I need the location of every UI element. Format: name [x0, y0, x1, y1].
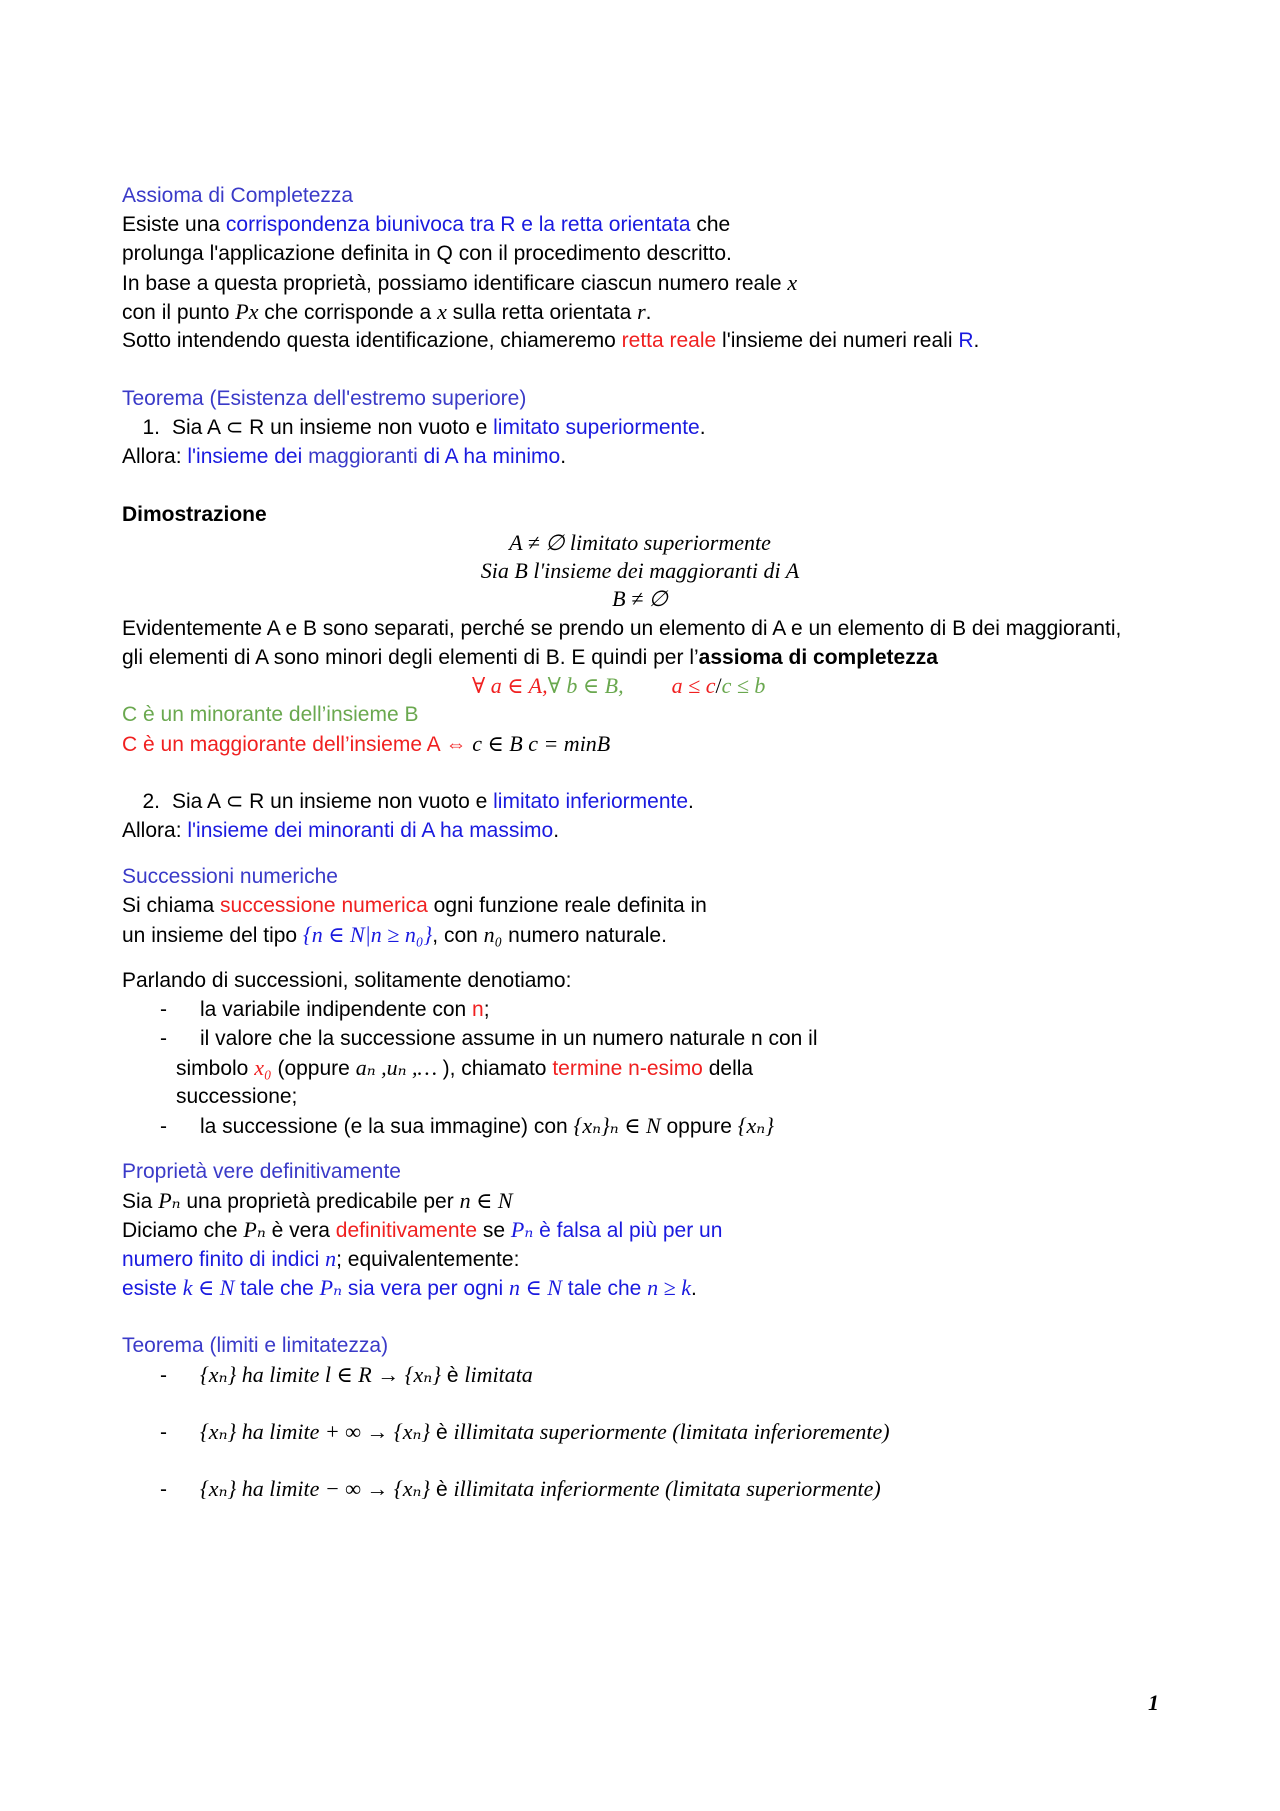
successioni-bullet-2-cont: simbolo x₀ (oppure aₙ ,uₙ ,… ), chiamato termine n-esimo della	[176, 1055, 754, 1080]
completezza-line-5: Sotto intendendo questa identificazione, chiameremo retta reale l'insieme dei numeri reali R.	[122, 329, 980, 352]
formula-1: A ≠ ∅ limitato superiormente	[509, 530, 771, 555]
successioni-line-1: Si chiama successione numerica ogni funzione reale definita in	[122, 894, 707, 917]
proprieta-line-2: Diciamo che Pₙ è vera definitivamente se Pₙ è falsa al più per un	[122, 1217, 723, 1242]
maggiorante-line: C è un maggiorante dell’insieme A ⇔ c ∈ B c = minB	[122, 731, 611, 756]
successioni-bullet-2: - il valore che la successione assume in un numero naturale n con il	[160, 1027, 818, 1050]
proprieta-line-3: numero finito di indici n; equivalentemente:	[122, 1246, 520, 1271]
formula-3: B ≠ ∅	[612, 586, 668, 611]
completezza-line-2: prolunga l'applicazione definita in Q con il procedimento descritto.	[122, 242, 732, 265]
successioni-bullet-3: - la successione (e la sua immagine) con {xₙ}ₙ ∈ N oppure {xₙ}	[160, 1113, 775, 1138]
completezza-line-3: In base a questa proprietà, possiamo identificare ciascun numero reale x	[122, 270, 798, 295]
dimostrazione-para-2: gli elementi di A sono minori degli elementi di B. E quindi per l’assioma di completezza	[122, 646, 938, 669]
completezza-line-4: con il punto Px che corrisponde a x sulla retta orientata r.	[122, 299, 652, 324]
section-title-successioni: Successioni numeriche	[122, 865, 338, 888]
teorema-item-2: 2. Sia A ⊂ R un insieme non vuoto e limitato inferiormente.	[142, 790, 694, 813]
section-title-completezza: Assioma di Completezza	[122, 184, 354, 207]
teorema-item-1: 1. Sia A ⊂ R un insieme non vuoto e limitato superiormente.	[142, 416, 706, 439]
formula-2: Sia B l'insieme dei maggioranti di A	[480, 558, 800, 583]
completezza-line-1: Esiste una corrispondenza biunivoca tra R e la retta orientata che	[122, 213, 731, 236]
formula-4: ∀ a ∈ A,∀ b ∈ B, a ≤ c/c ≤ b	[472, 673, 766, 698]
successioni-line-2: un insieme del tipo {n ∈ N|n ≥ n₀}, con n₀ numero naturale.	[122, 922, 667, 947]
teorema-allora-2: Allora: l'insieme dei minoranti di A ha massimo.	[122, 819, 560, 842]
successioni-bullet-1: - la variabile indipendente con n;	[160, 998, 490, 1021]
page-number: 1	[1148, 1690, 1159, 1715]
teorema-allora-1: Allora: l'insieme dei maggioranti di A ha minimo.	[122, 445, 567, 468]
section-title-teorema-estremo: Teorema (Esistenza dell'estremo superiore)	[122, 387, 527, 410]
proprieta-line-4: esiste k ∈ N tale che Pₙ sia vera per ogni n ∈ N tale che n ≥ k.	[122, 1275, 697, 1300]
section-title-proprieta: Proprietà vere definitivamente	[122, 1160, 401, 1183]
section-title-teorema-limiti: Teorema (limiti e limitatezza)	[122, 1334, 389, 1357]
limiti-item-2: - {xₙ} ha limite + ∞ → {xₙ} è illimitata superiormente (limitata inferioremente)	[160, 1419, 890, 1444]
dimostrazione-title: Dimostrazione	[122, 503, 267, 526]
proprieta-line-1: Sia Pₙ una proprietà predicabile per n ∈ N	[122, 1188, 513, 1213]
successioni-bullet-2-end: successione;	[176, 1085, 298, 1108]
limiti-item-1: - {xₙ} ha limite l ∈ R → {xₙ} è limitata	[160, 1362, 533, 1387]
successioni-line-3: Parlando di successioni, solitamente denotiamo:	[122, 969, 572, 992]
dimostrazione-para-1: Evidentemente A e B sono separati, perché se prendo un elemento di A e un elemento di B dei maggioranti,	[122, 617, 1122, 640]
minorante-line: C è un minorante dell’insieme B	[122, 703, 419, 726]
limiti-item-3: - {xₙ} ha limite − ∞ → {xₙ} è illimitata inferiormente (limitata superiormente)	[160, 1476, 881, 1501]
